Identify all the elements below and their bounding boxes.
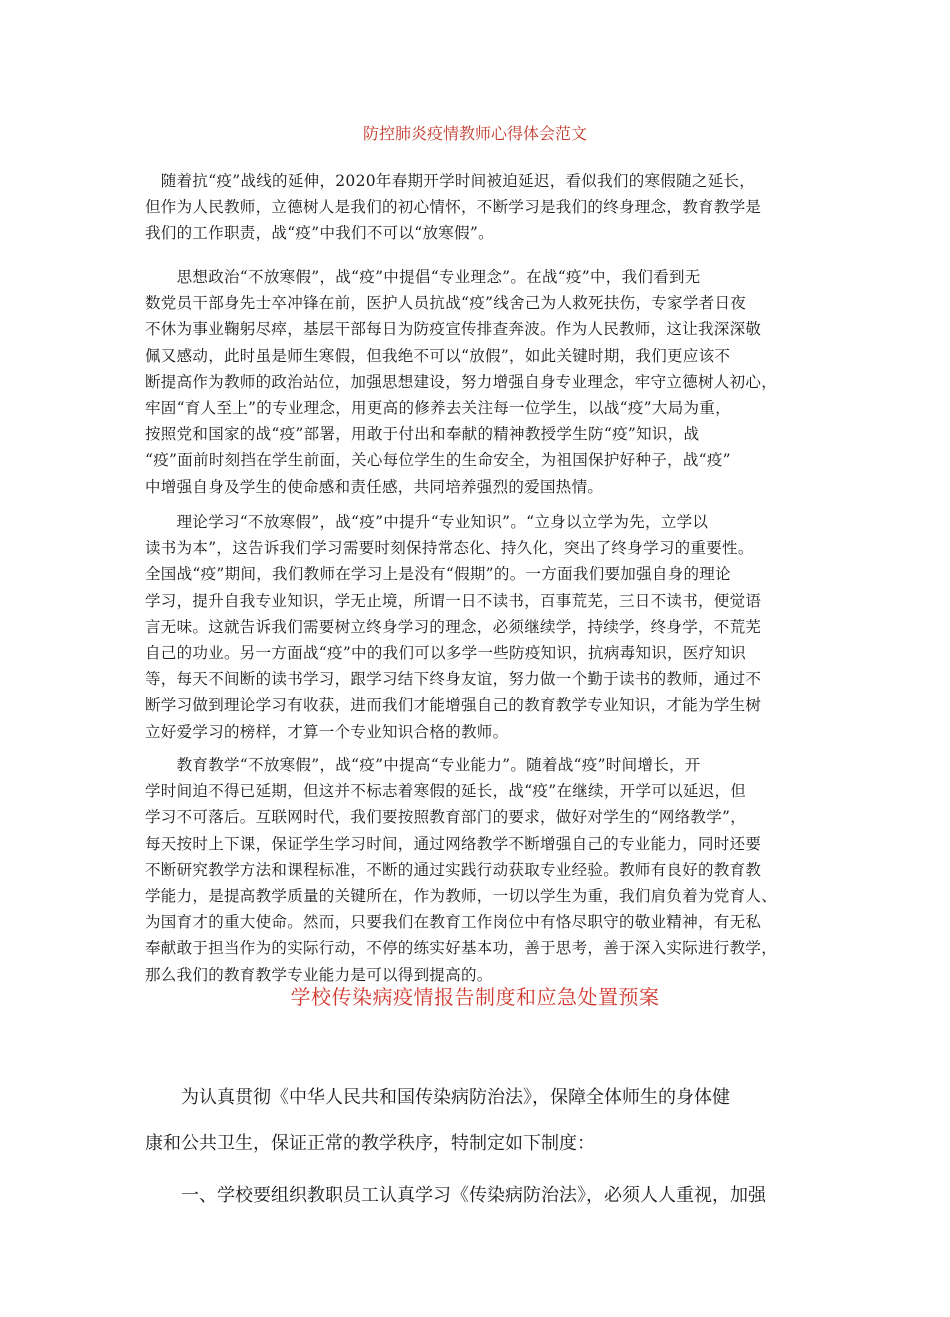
paragraph-political: 思想政治“不放寒假”，战“疫”中提倡“专业理念”。在战“疫”中，我们看到无 数党员干部身先士卒冲锋在前，医护人员抗战“疫”线舍己为人救死扶伤，专家学者日夜 不休为事业鞠躬尽瘁，基层干部每日为防疫宣传排查奔波。作为人民教师，这让我深深敬 佩又感动，此时虽是师生寒假，但我绝不可以“放假”，如此关键时期，我们更应该不 断提高作为教师的政治站位，加强思想建设，努力增强自身专业理念，牢守立德树人初心， 牢固“育人至上”的专业理念，用更高的修养去关注每一位学生，以战“疫”大局为重， 按照党和国家的战“疫”部署，用敢于付出和奉献的精神教授学生防“疫”知识，战 “疫”面前时刻挡在学生前面，关心每位学生的生命安全，为祖国保护好种子，战“疫” 中增强自身及学生的使命感和责任感，共同培养强烈的爱国热情。: [145, 268, 778, 496]
section-paragraph-line: 康和公共卫生，保证正常的教学秩序，特制定如下制度：: [145, 1133, 595, 1154]
paragraph-teaching: 教育教学“不放寒假”，战“疫”中提高“专业能力”。随着战“疫”时间增长，开 学时间迫不得已延期，但这并不标志着寒假的延长，战“疫”在继续，开学可以延迟，但 学习不可落后。互联网时代，我们要按照教育部门的要求，做好对学生的“网络教学”， 每天按时上下课，保证学生学习时间，通过网络教学不断增强自己的专业能力，同时还要 不断研究教学方法和课程标准，不断的通过实践行动获取专业经验。教师有良好的教育教 学能力，是提高教学质量的关键所在，作为教师，一切以学生为重，我们肩负着为党育人、 为国育才的重大使命。然而，只要我们在教育工作岗位中有恪尽职守的敬业精神，有无私 奉献敢于担当作为的实际行动，不停的练实好基本功，善于思考，善于深入实际进行教学， 那么我们的教育教学专业能力是可以得到提高的。: [145, 756, 778, 984]
document-title: 防控肺炎疫情教师心得体会范文: [362, 124, 587, 143]
section-paragraph-line: 一、学校要组织教职员工认真学习《传染病防治法》，必须人人重视，加强: [145, 1185, 766, 1206]
paragraph-intro: 随着抗“疫”战线的延伸，2020年春期开学时间被迫延迟，看似我们的寒假随之延长， 但作为人民教师，立德树人是我们的初心情怀，不断学习是我们的终身理念，教育教学是 我们的工作职责，战“疫”中我们不可以“放寒假”。: [145, 172, 762, 243]
paragraph-theory: 理论学习“不放寒假”，战“疫”中提升“专业知识”。“立身以立学为先，立学以 读书为本”，这告诉我们学习需要时刻保持常态化、持久化，突出了终身学习的重要性。 全国战“疫”期间，我们教师在学习上是没有“假期”的。一方面我们要加强自身的理论 学习，提升自我专业知识，学无止境，所谓一日不读书，百事荒芜，三日不读书，便觉语 言无味。这就告诉我们需要树立终身学习的理念，必须继续学，持续学，终身学，不荒芜 自己的功业。另一方面战“疫”中的我们可以多学一些防疫知识，抗病毒知识，医疗知识 等，每天不间断的读书学习，跟学习结下终身友谊，努力做一个勤于读书的教师，通过不 断学习做到理论学习有收获，进而我们才能增强自己的教育教学专业知识，才能为学生树 立好爱学习的榜样，才算一个专业知识合格的教师。: [145, 513, 762, 741]
section-paragraph-line: 为认真贯彻《中华人民共和国传染病防治法》，保障全体师生的身体健: [145, 1087, 730, 1108]
section-title: 学校传染病疫情报告制度和应急处置预案: [290, 985, 660, 1009]
